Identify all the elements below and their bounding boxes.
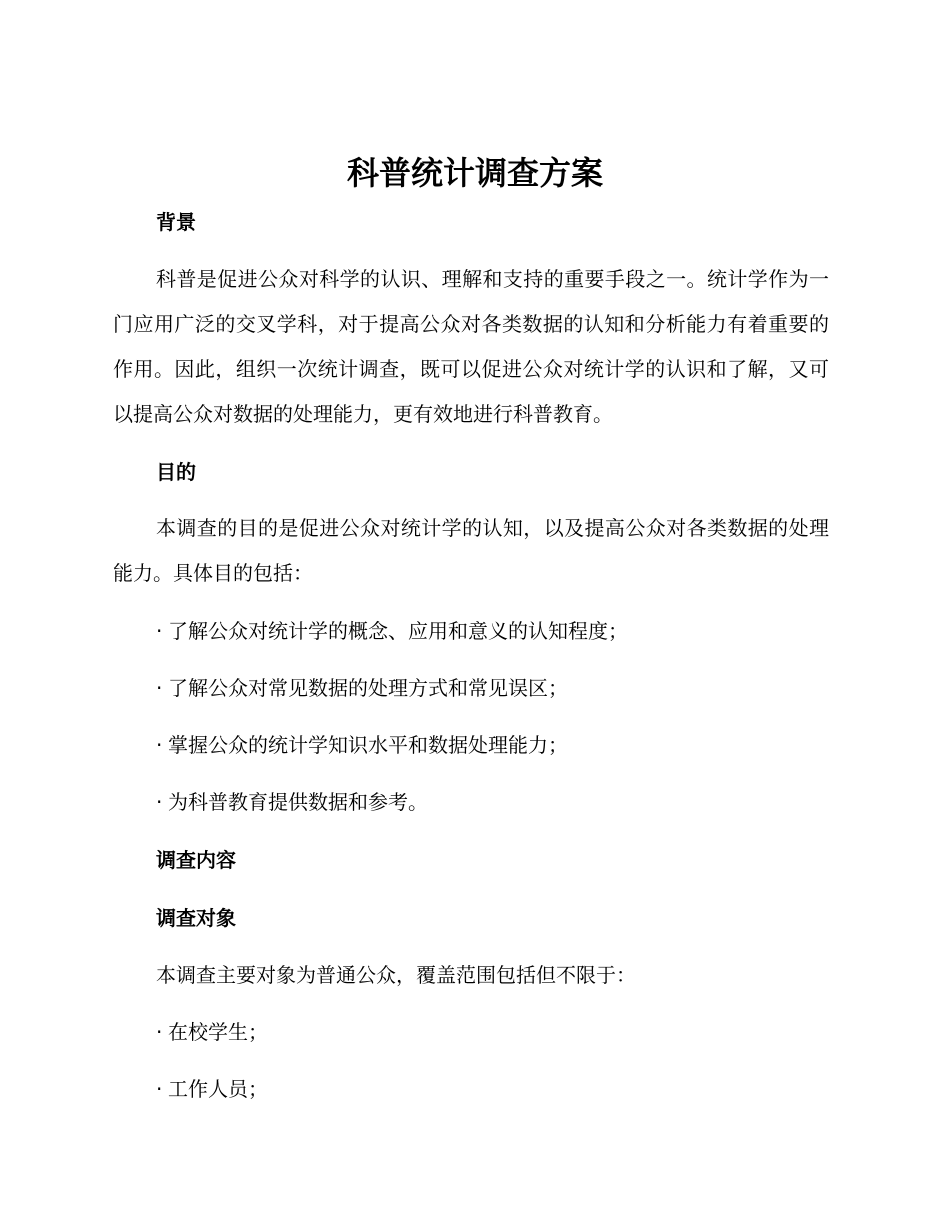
list-item — [156, 787, 428, 817]
list-item-text: 在校学生； — [168, 1020, 268, 1044]
list-item — [156, 673, 568, 703]
bullet-dot: · — [156, 1020, 163, 1044]
paragraph-purpose: 本调查的目的是促进公众对统计学的认知，以及提高公众对各类数据的处理能力。具体目的包括： — [113, 516, 829, 585]
list-item — [156, 730, 568, 760]
list-item-text: 掌握公众的统计学知识水平和数据处理能力； — [168, 733, 568, 757]
bullet-dot: · — [156, 1077, 163, 1101]
list-item-text: 了解公众对统计学的概念、应用和意义的认知程度； — [168, 619, 628, 643]
paragraph-subjects-intro: 本调查主要对象为普通公众，覆盖范围包括但不限于： — [156, 963, 636, 987]
heading-background: 背景 — [156, 210, 196, 234]
list-item — [156, 1017, 268, 1047]
bullet-dot: · — [156, 676, 163, 700]
heading-survey-subjects: 调查对象 — [156, 906, 236, 930]
list-item-text: 了解公众对常见数据的处理方式和常见误区； — [168, 676, 568, 700]
heading-survey-content: 调查内容 — [156, 848, 236, 872]
document-title: 科普统计调查方案 — [346, 154, 603, 192]
heading-purpose: 目的 — [156, 460, 196, 484]
paragraph-background: 科普是促进公众对科学的认识、理解和支持的重要手段之一。统计学作为一门应用广泛的交叉学科，对于提高公众对各类数据的认知和分析能力有着重要的作用。因此，组织一次统计调查，既可以促进公众对统计学的认识和了解，又可以提高公众对数据的处理能力，更有效地进行科普教育。 — [113, 267, 829, 426]
list-item — [156, 1074, 268, 1104]
list-item-text: 为科普教育提供数据和参考。 — [168, 790, 428, 814]
list-item-text: 工作人员； — [168, 1077, 268, 1101]
list-item — [156, 616, 628, 646]
bullet-dot: · — [156, 790, 163, 814]
bullet-dot: · — [156, 619, 163, 643]
bullet-dot: · — [156, 733, 163, 757]
